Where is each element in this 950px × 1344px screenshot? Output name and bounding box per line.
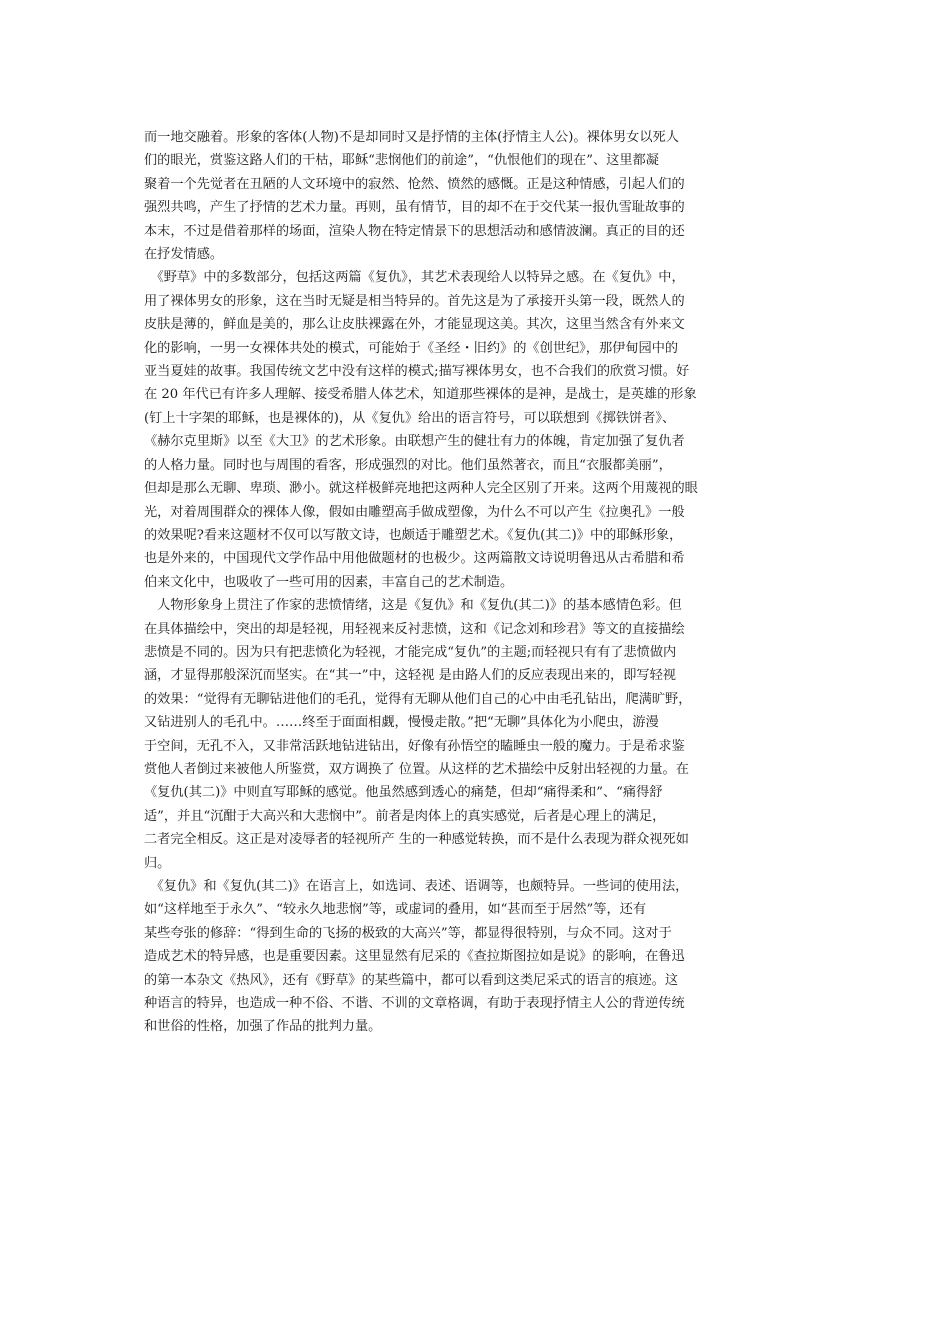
paragraph-2: 《野草》中的多数部分，包括这两篇《复仇》，其艺术表现给人以特异之感。在《复仇》中， 用了裸体男女的形象，这在当时无疑是相当特异的。首先这是为了承接开头第一段，既然人的 皮肤是薄的，鲜血是美的，那么让皮肤裸露在外，才能显现这美。其次，这里当然含有外来文 化的影响，一男一女裸体共处的模式，可能始于《圣经・旧约》的《创世纪》，那伊甸园中的 亚当夏娃的故事。我国传统文艺中没有这样的模式;描写裸体男女，也不合我们的欣赏习惯。好 在 20 年代已有许多人理解、接受希腊人体艺术，知道那些裸体的是神，是战士，是英雄的形象 (钉上十字架的耶稣，也是裸体的)，从《复仇》给出的语言符号，可以联想到《掷铁饼者》、 《赫尔克里斯》以至《大卫》的艺术形象。由联想产生的健壮有力的体魄，肯定加强了复仇者 的人格力量。同时也与周围的看客，形成强烈的对比。他们虽然著衣，而且“衣服都美丽”， 但却是那么无聊、卑琐、渺小。就这样极鲜亮地把这两种人完全区别了开来。这两个用蔑视的眼 光，对着周围群众的裸体人像，假如由雕塑高手做成塑像，为什么不可以产生《拉奥孔》一般 的效果呢?看来这题材不仅可以写散文诗，也颇适于雕塑艺术。《复仇(其二)》中的耶稣形象， 也是外来的，中国现代文学作品中用他做题材的也极少。这两篇散文诗说明鲁迅从古希腊和希 伯来文化中，也吸收了一些可用的因素，丰富自己的艺术制造。: [144, 270, 698, 590]
paragraph-1: 而一地交融着。形象的客体(人物)不是却同时又是抒情的主体(抒情主人公)。裸体男女以死人 们的眼光，赏鉴这路人们的干枯，耶稣“悲悯他们的前途”，“仇恨他们的现在”、这里都凝 聚着一个先觉者在丑陋的人文环境中的寂然、怆然、愤然的感慨。正是这种情感，引起人们的 强烈共鸣，产生了抒情的艺术力量。再则，虽有情节，目的却不在于交代某一报仇雪耻故事的 本末，不过是借着那样的场面，渲染人物在特定情景下的思想活动和感情波澜。真正的目的还 在抒发情感。: [144, 130, 685, 263]
document-page: [144, 126, 806, 1039]
paragraph-3: 人物形象身上贯注了作家的悲愤情绪，这是《复仇》和《复仇(其二)》的基本感情色彩。但 在具体描绘中，突出的却是轻视，用轻视来反衬悲愤，这和《记念刘和珍君》等文的直接描绘 悲愤是不同的。因为只有把悲愤化为轻视，才能完成“复仇”的主题;而轻视只有有了悲愤做内 涵，才显得那般深沉而坚实。在“其一”中，这轻视 是由路人们的反应表现出来的，即写轻视 的效果：“觉得有无聊钻进他们的毛孔，觉得有无聊从他们自己的心中由毛孔钻出，爬满旷野， 又钻进别人的毛孔中。……终至于面面相觑，慢慢走散。”把“无聊”具体化为小爬虫，游漫 于空间，无孔不入，又非常活跃地钻进钻出，好像有孙悟空的瞌睡虫一般的魔力。于是希求鉴 赏他人者倒过来被他人所鉴赏，双方调换了 位置。从这样的艺术描绘中反射出轻视的力量。在 《复仇(其二)》中则直写耶稣的感觉。他虽然感到透心的痛楚，但却“痛得柔和”、“痛得舒 适”，并且“沉酣于大高兴和大悲悯中”。前者是肉体上的真实感觉，后者是心理上的满足， 二者完全相反。这正是对凌辱者的轻视所产 生的一种感觉转换，而不是什么表现为群众视死如 归。: [144, 598, 692, 871]
paragraph-4: 《复仇》和《复仇(其二)》在语言上，如选词、表述、语调等，也颇特异。一些词的使用法， 如“这样地至于永久”、“较永久地悲悯”等，或虚词的叠用，如“甚而至于居然”等，还有 某些夸张的修辞：“得到生命的飞扬的极致的大高兴”等，都显得很特别，与众不同。这对于 造成艺术的特异感，也是重要因素。这里显然有尼采的《查拉斯图拉如是说》的影响，在鲁迅 的第一本杂文《热风》，还有《野草》的某些篇中，都可以看到这类尼采式的语言的痕迹。这 种语言的特异，也造成一种不俗、不谐、不训的文章格调，有助于表现抒情主人公的背逆传统 和世俗的性格，加强了作品的批判力量。: [144, 879, 689, 1035]
